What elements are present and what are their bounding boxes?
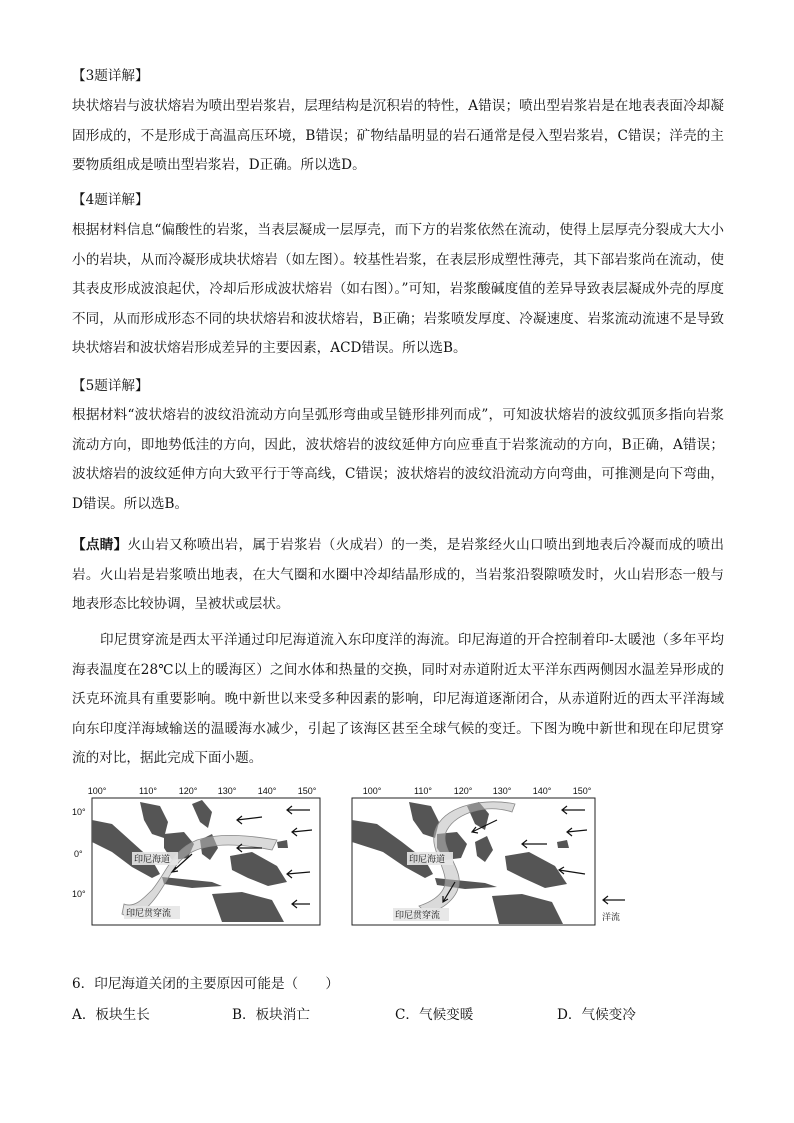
lat-label: 0° [74,849,83,859]
section-3-heading: 【3题详解】 [72,68,149,84]
tip-label: 【点睛】 [72,537,128,553]
strait-label: 印尼海道 [134,854,171,864]
section-3-body: 块状熔岩与波状熔岩为喷出型岩浆岩，层理结构是沉积岩的特性，A错误；喷出型岩浆岩是在地表表面冷却凝固形成的，不是形成于高温高压环境，B错误；矿物结晶明显的岩石通常是侵入型岩浆岩，C错误；洋壳的主要物质组成是喷出型岩浆岩，D正确。所以选D。 [72,98,724,173]
option-b[interactable]: B．板块消亡 [232,1007,310,1023]
question-stem: 6．印尼海道关闭的主要原因可能是（ ） [72,976,339,992]
lon-label: 130° [217,786,237,796]
lon-label: 110° [414,786,432,796]
strait-label: 印尼海道 [409,854,446,864]
lon-label: 120° [453,786,473,796]
lon-label: 100° [362,786,382,796]
tip-paragraph [72,531,724,620]
legend [602,896,625,922]
lon-label: 130° [492,786,512,796]
lon-label: 150° [297,786,317,796]
section-4-heading: 【4题详解】 [72,192,149,208]
lon-label: 140° [532,786,552,796]
right-map [347,782,637,932]
option-c[interactable]: C．气候变暖 [395,1007,474,1023]
legend-label: 洋流 [602,912,621,922]
left-map [72,782,322,932]
lon-label: 140° [257,786,277,796]
option-a[interactable]: A．板块生长 [72,1007,150,1023]
lat-label: 10° [72,889,86,899]
lon-label: 120° [178,786,198,796]
flow-label: 印尼贯穿流 [126,908,172,918]
option-d[interactable]: D．气候变冷 [557,1007,636,1023]
tip-body: 火山岩又称喷出岩，属于岩浆岩（火成岩）的一类，是岩浆经火山口喷出到地表后冷凝而成的喷出岩。火山岩是岩浆喷出地表，在大气圈和水圈中冷却结晶形成的，当岩浆沿裂隙喷发时，火山岩形态一般与地表形态比较协调，呈被状或层状。 [72,537,724,612]
section-5-body: 根据材料“波状熔岩的波纹沿流动方向呈弧形弯曲或呈链形排列而成”，可知波状熔岩的波纹弧顶多指向岩浆流动方向，即地势低洼的方向，因此，波状熔岩的波纹延伸方向应垂直于岩浆流动的方向，B正确，A错误；波状熔岩的波纹延伸方向大致平行于等高线，C错误；波状熔岩的波纹沿流动方向弯曲，可推测是向下弯曲，D错误。所以选B。 [72,407,724,512]
lon-label: 150° [572,786,592,796]
material-paragraph: 印尼贯穿流是西太平洋通过印尼海道流入东印度洋的海流。印尼海道的开合控制着印-太暖池（多年平均海表温度在28℃以上的暖海区）之间水体和热量的交换，同时对赤道附近太平洋东西两侧因水温差异形成的沃克环流具有重要影响。晚中新世以来受多种因素的影响，印尼海道逐渐闭合，从赤道附近的西太平洋海域向东印度洋海域输送的温暖海水减少，引起了该海区甚至全球气候的变迁。下图为晚中新世和现在印尼贯穿流的对比，据此完成下面小题。 [72,632,724,766]
section-4-body: 根据材料信息“偏酸性的岩浆，当表层凝成一层厚壳，而下方的岩浆依然在流动，使得上层厚壳分裂成大大小小的岩块，从而冷凝形成块状熔岩（如左图）。较基性岩浆，在表层形成塑性薄壳，其下部岩浆尚在流动，使其表皮形成波浪起伏，冷却后形成波状熔岩（如右图）。”可知，岩浆酸碱度值的差异导致表层凝成外壳的厚度不同，从而形成形态不同的块状熔岩和波状熔岩，B正确；岩浆喷发厚度、冷凝速度、岩浆流动流速不是导致块状熔岩和波状熔岩形成差异的主要因素，ACD错误。所以选B。 [72,222,724,356]
lon-label: 110° [139,786,157,796]
section-5-heading: 【5题详解】 [72,378,149,394]
map-figure [72,782,732,932]
lon-label: 100° [87,786,107,796]
flow-label: 印尼贯穿流 [395,910,441,920]
lat-label: 10° [72,807,86,817]
